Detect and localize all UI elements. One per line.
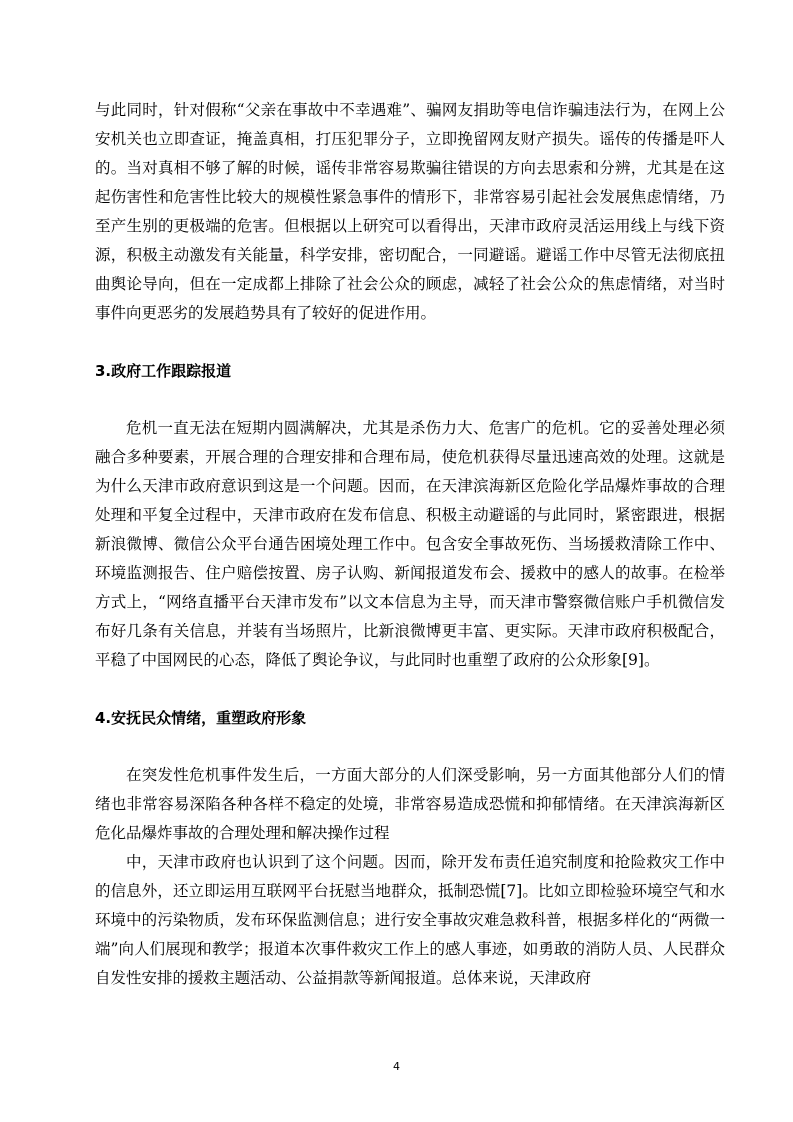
paragraph: 中，天津市政府也认识到了这个问题。因而，除开发布责任追究制度和抢险救灾工作中的信息外，还立即运用互联网平台抚慰当地群众，抵制恐慌[7]。比如立即检验环境空气和水环境中的污染物质，发布环保监测信息；进行安全事故灾难急救科普，根据多样化的“两微一端”向人们展现和教学；报道本次事件救灾工作上的感人事迹，如勇敢的消防人员、人民群众自发性安排的援救主题活动、公益捐款等新闻报道。总体来说，天津政府 [95,853,725,987]
paragraph: 危机一直无法在短期内圆满解决，尤其是杀伤力大、危害广的危机。它的妥善处理必须融合多种要素，开展合理的合理安排和合理布局，使危机获得尽量迅速高效的处理。这就是为什么天津市政府意识到这是一个问题。因而，在天津滨海新区危险化学品爆炸事故的合理处理和平复全过程中，天津市政府在发布信息、积极主动避谣的与此同时，紧密跟进，根据新浪微博、微信公众平台通告困境处理工作中。包含安全事故死伤、当场援救清除工作中、环境监测报告、住户赔偿按置、房子认购、新闻报道发布会、援救中的感人的故事。在检举方式上，“网络直播平台天津市发布”以文本信息为主导，而天津市警察微信账户手机微信发布好几条有关信息，并装有当场照片，比新浪微博更丰富、更实际。天津市政府积极配合，平稳了中国网民的心态，降低了舆论争议，与此同时也重塑了政府的公众形象[9]。 [95,419,725,669]
page-number: 4 [393,1060,400,1073]
section-heading: 3.政府工作跟踪报道 [95,362,232,380]
paragraph: 在突发性危机事件发生后，一方面大部分的人们深受影响，另一方面其他部分人们的情绪也非常容易深陷各种各样不稳定的处境，非常容易造成恐慌和抑郁情绪。在天津滨海新区危化品爆炸事故的合理处理和解决操作过程 [95,766,725,842]
section-heading: 4.安抚民众情绪，重塑政府形象 [95,709,307,727]
paragraph: 与此同时，针对假称“父亲在事故中不幸遇难”、骗网友捐助等电信诈骗违法行为，在网上公安机关也立即查证，掩盖真相，打压犯罪分子，立即挽留网友财产损失。谣传的传播是吓人的。当对真相不够了解的时候，谣传非常容易欺骗往错误的方向去思索和分辨，尤其是在这起伤害性和危害性比较大的规模性紧急事件的情形下，非常容易引起社会发展焦虑情绪，乃至产生别的更极端的危害。但根据以上研究可以看得出，天津市政府灵活运用线上与线下资源，积极主动激发有关能量，科学安排，密切配合，一同避谣。避谣工作中尽管无法彻底扭曲舆论导向，但在一定成都上排除了社会公众的顾虑，减轻了社会公众的焦虑情绪，对当时事件向更恶劣的发展趋势具有了较好的促进作用。 [95,101,725,322]
document-body [95,96,725,993]
